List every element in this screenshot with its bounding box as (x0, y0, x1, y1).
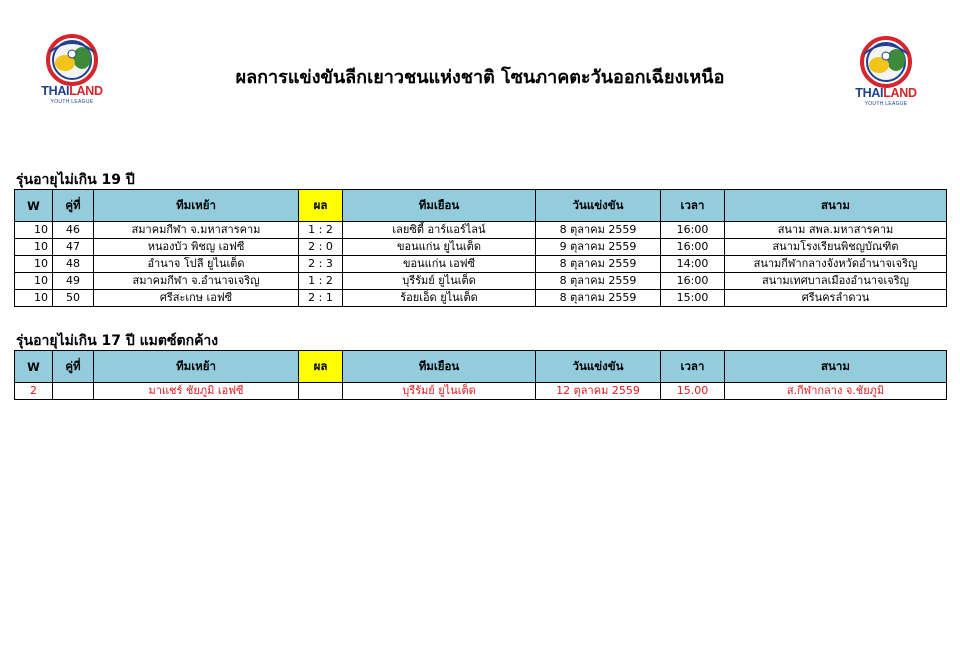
league-logo-left (32, 32, 112, 112)
column-header-home-team: ทีมเหย้า (94, 190, 299, 222)
table-row (15, 239, 947, 256)
logo-subtitle: YOUTH LEAGUE (864, 101, 908, 107)
thailand-youth-league-logo-icon (32, 32, 112, 88)
section-title-u19: รุ่นอายุไม่เกิน 19 ปี (16, 172, 135, 188)
date-cell: 8 ตุลาคม 2559 (536, 222, 661, 239)
table-row (15, 256, 947, 273)
home-team-cell: อำนาจ โปลี ยูไนเต็ด (94, 256, 299, 273)
results-table-u17 (14, 350, 947, 400)
section-title-u17: รุ่นอายุไม่เกิน 17 ปี แมตซ์ตกค้าง (16, 333, 219, 349)
thailand-youth-league-logo-icon (846, 34, 926, 90)
table-header-row (15, 190, 947, 222)
table-header-row (15, 351, 947, 383)
venue-cell: สนาม สพล.มหาสารคาม (725, 222, 947, 239)
column-header-away-team: ทีมเยือน (343, 351, 536, 383)
column-header-score: ผล (299, 351, 343, 383)
column-header-time: เวลา (661, 351, 725, 383)
logo-subtitle: YOUTH LEAGUE (50, 99, 94, 105)
pair-cell: 47 (53, 239, 94, 256)
week-cell: 10 (15, 290, 53, 307)
home-team-cell: หนองบัว พิชญ เอฟซี (94, 239, 299, 256)
week-cell: 10 (15, 256, 53, 273)
page-title: ผลการแข่งขันลีกเยาวชนแห่งชาติ โซนภาคตะวันออกเฉียงเหนือ (235, 67, 725, 88)
date-cell: 8 ตุลาคม 2559 (536, 273, 661, 290)
column-header-home-team: ทีมเหย้า (94, 351, 299, 383)
week-cell: 2 (15, 383, 53, 400)
home-team-cell: มาแชร์ ชัยภูมิ เอฟซี (94, 383, 299, 400)
table-row (15, 290, 947, 307)
time-cell: 14:00 (661, 256, 725, 273)
time-cell: 16:00 (661, 222, 725, 239)
venue-cell: ศรีนครลำดวน (725, 290, 947, 307)
pair-cell: 48 (53, 256, 94, 273)
time-cell: 16:00 (661, 239, 725, 256)
date-cell: 8 ตุลาคม 2559 (536, 256, 661, 273)
time-cell: 15.00 (661, 383, 725, 400)
score-cell: 1 : 2 (299, 222, 343, 239)
venue-cell: สนามโรงเรียนพิชญบัณฑิต (725, 239, 947, 256)
score-cell: 1 : 2 (299, 273, 343, 290)
away-team-cell: เลยซิตี้ อาร์แอร์ไลน์ (343, 222, 536, 239)
score-cell: 2 : 3 (299, 256, 343, 273)
pair-cell (53, 383, 94, 400)
away-team-cell: บุรีรัมย์ ยูไนเต็ด (343, 383, 536, 400)
away-team-cell: ขอนแก่น ยูไนเต็ด (343, 239, 536, 256)
home-team-cell: สมาคมกีฬา จ.อำนาจเจริญ (94, 273, 299, 290)
logo-wordmark: THAILAND (855, 86, 917, 100)
venue-cell: ส.กีฬากลาง จ.ชัยภูมิ (725, 383, 947, 400)
table-row (15, 383, 947, 400)
time-cell: 16:00 (661, 273, 725, 290)
column-header-match-date: วันแข่งขัน (536, 351, 661, 383)
week-cell: 10 (15, 273, 53, 290)
date-cell: 8 ตุลาคม 2559 (536, 290, 661, 307)
venue-cell: สนามเทศบาลเมืองอำนาจเจริญ (725, 273, 947, 290)
column-header-venue: สนาม (725, 190, 947, 222)
time-cell: 15:00 (661, 290, 725, 307)
table-row (15, 222, 947, 239)
column-header-week: W (15, 351, 53, 383)
away-team-cell: ร้อยเอ็ด ยูไนเต็ด (343, 290, 536, 307)
league-logo-right (846, 34, 926, 114)
away-team-cell: บุรีรัมย์ ยูไนเต็ด (343, 273, 536, 290)
logo-wordmark: THAILAND (41, 84, 103, 98)
home-team-cell: ศรีสะเกษ เอฟซี (94, 290, 299, 307)
column-header-venue: สนาม (725, 351, 947, 383)
venue-cell: สนามกีฬากลางจังหวัดอำนาจเจริญ (725, 256, 947, 273)
score-cell: 2 : 1 (299, 290, 343, 307)
date-cell: 12 ตุลาคม 2559 (536, 383, 661, 400)
score-cell: 2 : 0 (299, 239, 343, 256)
pair-cell: 46 (53, 222, 94, 239)
date-cell: 9 ตุลาคม 2559 (536, 239, 661, 256)
away-team-cell: ขอนแก่น เอฟซี (343, 256, 536, 273)
table-row (15, 273, 947, 290)
column-header-away-team: ทีมเยือน (343, 190, 536, 222)
column-header-week: W (15, 190, 53, 222)
column-header-pair: คู่ที่ (53, 351, 94, 383)
score-cell (299, 383, 343, 400)
pair-cell: 49 (53, 273, 94, 290)
results-table-u19 (14, 189, 947, 307)
column-header-match-date: วันแข่งขัน (536, 190, 661, 222)
week-cell: 10 (15, 239, 53, 256)
column-header-time: เวลา (661, 190, 725, 222)
column-header-score: ผล (299, 190, 343, 222)
home-team-cell: สมาคมกีฬา จ.มหาสารคาม (94, 222, 299, 239)
column-header-pair: คู่ที่ (53, 190, 94, 222)
pair-cell: 50 (53, 290, 94, 307)
week-cell: 10 (15, 222, 53, 239)
